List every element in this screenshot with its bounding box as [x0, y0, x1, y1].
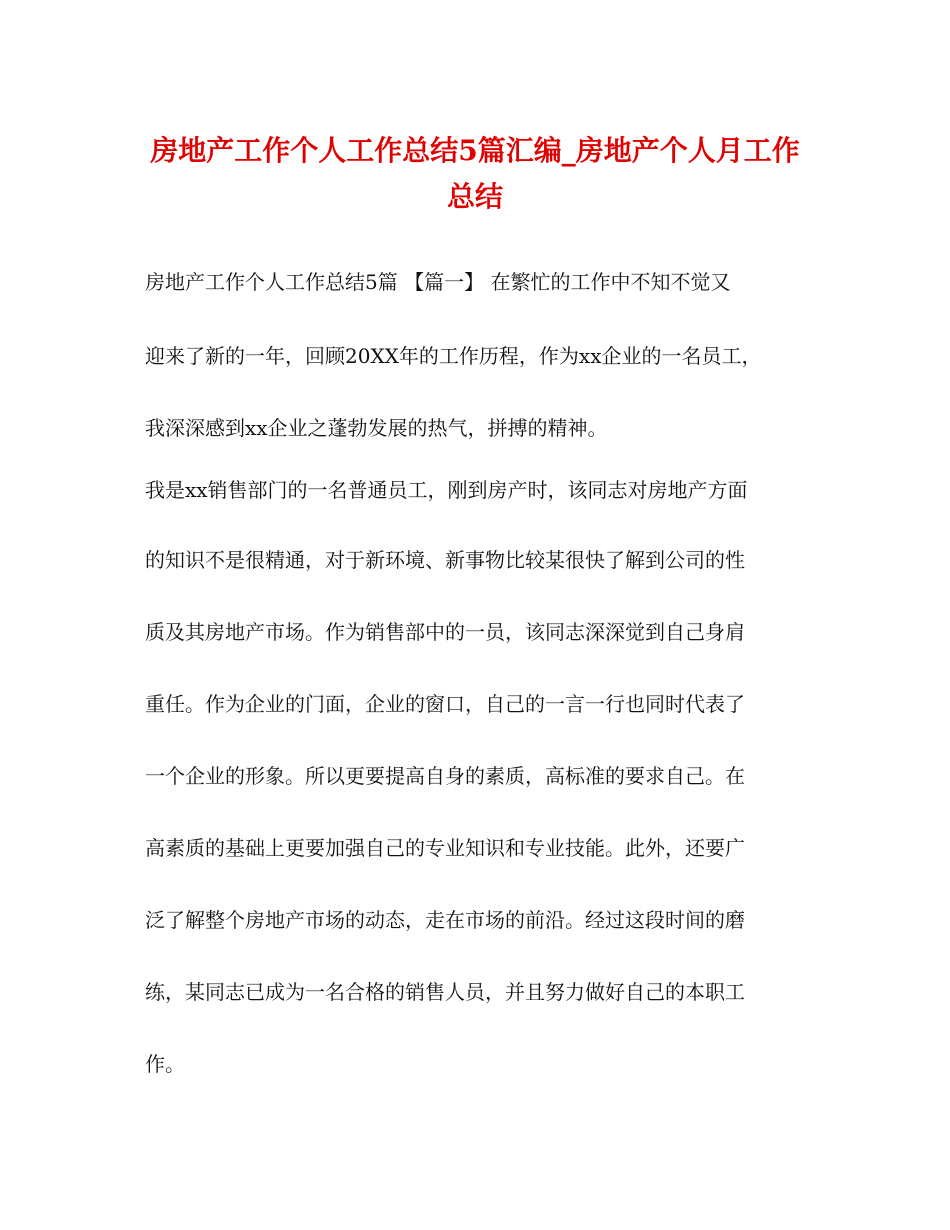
intro-line-3: 我深深感到xx企业之蓬勃发展的热气，拼搏的精神。 [145, 416, 608, 440]
body-line-9: 作。 [145, 1052, 185, 1076]
body-line-3: 质及其房地产市场。作为销售部中的一员，该同志深深觉到自己身肩 [145, 620, 745, 644]
document-title: 房地产工作个人工作总结5篇汇编_房地产个人月工作总结 [150, 134, 800, 213]
body-line-7: 泛了解整个房地产市场的动态，走在市场的前沿。经过这段时间的磨 [145, 908, 745, 932]
body-line-2: 的知识不是很精通，对于新环境、新事物比较某很快了解到公司的性 [145, 548, 745, 572]
body-line-1: 我是xx销售部门的一名普通员工，刚到房产时，该同志对房地产方面 [145, 478, 748, 502]
intro-line-2: 迎来了新的一年，回顾20XX年的工作历程，作为xx企业的一名员工， [145, 344, 762, 368]
intro-line-1: 房地产工作个人工作总结5篇 【篇一】 在繁忙的工作中不知不觉又 [145, 270, 731, 294]
body-line-5: 一个企业的形象。所以更要提高自身的素质，高标准的要求自己。在 [145, 764, 745, 788]
body-line-4: 重任。作为企业的门面，企业的窗口，自己的一言一行也同时代表了 [145, 692, 745, 716]
body-line-6: 高素质的基础上更要加强自己的专业知识和专业技能。此外，还要广 [145, 836, 745, 860]
body-line-8: 练，某同志已成为一名合格的销售人员，并且努力做好自己的本职工 [145, 980, 745, 1004]
